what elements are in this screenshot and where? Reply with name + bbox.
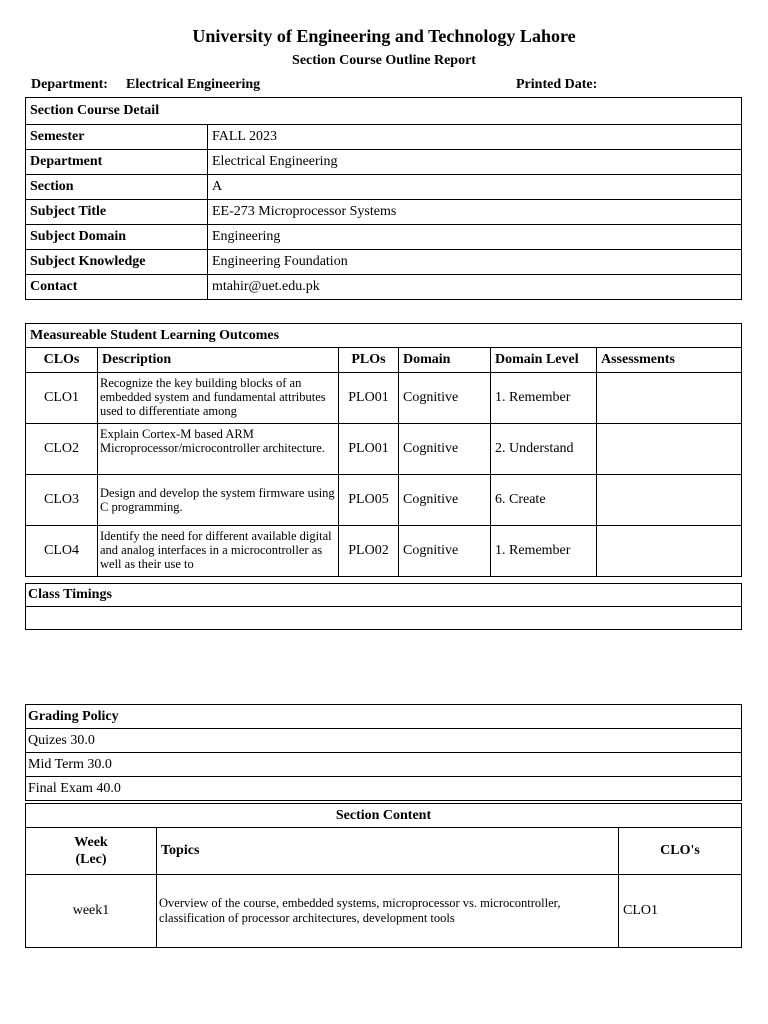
content-row-week1 <box>26 875 742 948</box>
content-clos: CLO1 <box>619 875 742 948</box>
col-week-header <box>26 828 157 875</box>
course-detail-table <box>25 97 742 300</box>
plo-id: PLO01 <box>339 373 399 424</box>
outcome-row-clo4 <box>26 526 742 577</box>
detail-row-subject-title <box>26 200 742 225</box>
content-topics: Overview of the course, embedded systems, microprocessor vs. microcontroller, classification of processor architectures, development tools <box>157 875 619 948</box>
grading-heading: Grading Policy <box>26 705 742 729</box>
department-value: Electrical Engineering <box>126 77 261 92</box>
col-header: Domain Level <box>491 348 597 373</box>
detail-row-department <box>26 150 742 175</box>
section-content-heading: Section Content <box>26 804 742 828</box>
plo-id: PLO01 <box>339 424 399 475</box>
col-topics-header: Topics <box>157 828 619 875</box>
outcome-row-clo2 <box>26 424 742 475</box>
detail-value: Electrical Engineering <box>208 150 742 175</box>
clo-domain-level: 6. Create <box>491 475 597 526</box>
outcome-row-clo1 <box>26 373 742 424</box>
clo-id: CLO1 <box>26 373 98 424</box>
plo-id: PLO02 <box>339 526 399 577</box>
content-week: week1 <box>26 875 157 948</box>
col-header: CLOs <box>26 348 98 373</box>
detail-label: Subject Knowledge <box>26 250 208 275</box>
detail-row-semester <box>26 125 742 150</box>
detail-label: Contact <box>26 275 208 300</box>
col-week-line1: Week <box>74 835 108 850</box>
detail-value: Engineering <box>208 225 742 250</box>
detail-value: EE-273 Microprocessor Systems <box>208 200 742 225</box>
grading-item-midterm: Mid Term 30.0 <box>26 753 742 777</box>
clo-domain: Cognitive <box>399 475 491 526</box>
class-timings-heading: Class Timings <box>26 584 742 607</box>
detail-label: Section <box>26 175 208 200</box>
printed-date-label: Printed Date: <box>516 77 598 92</box>
report-title: Section Course Outline Report <box>292 53 476 68</box>
col-week-line2: (Lec) <box>75 852 107 867</box>
col-clos-header: CLO's <box>619 828 742 875</box>
clo-description: Recognize the key building blocks of an embedded system and fundamental attributes used to differentiate among <box>100 376 326 418</box>
clo-id: CLO4 <box>26 526 98 577</box>
col-header: Domain <box>399 348 491 373</box>
detail-value: A <box>208 175 742 200</box>
detail-row-subject-domain <box>26 225 742 250</box>
grading-policy-table <box>25 704 742 801</box>
university-title: University of Engineering and Technology Lahore <box>192 26 576 46</box>
clo-domain: Cognitive <box>399 526 491 577</box>
detail-label: Subject Domain <box>26 225 208 250</box>
clo-domain: Cognitive <box>399 424 491 475</box>
clo-description: Explain Cortex-M based ARM Microprocessor/microcontroller architecture. <box>100 427 325 455</box>
plo-id: PLO05 <box>339 475 399 526</box>
outcome-row-clo3 <box>26 475 742 526</box>
clo-id: CLO2 <box>26 424 98 475</box>
detail-label: Semester <box>26 125 208 150</box>
clo-assessments <box>597 526 742 577</box>
detail-value: mtahir@uet.edu.pk <box>208 275 742 300</box>
col-header: Description <box>98 348 339 373</box>
class-timings-table <box>25 583 742 630</box>
clo-description: Design and develop the system firmware using C programming. <box>100 486 335 514</box>
clo-domain-level: 1. Remember <box>491 526 597 577</box>
clo-domain-level: 2. Understand <box>491 424 597 475</box>
clo-domain-level: 1. Remember <box>491 373 597 424</box>
detail-value: Engineering Foundation <box>208 250 742 275</box>
grading-item-quizes: Quizes 30.0 <box>26 729 742 753</box>
detail-row-section <box>26 175 742 200</box>
section-content-table <box>25 803 742 948</box>
detail-row-contact <box>26 275 742 300</box>
outcomes-header-row <box>26 348 742 373</box>
clo-assessments <box>597 475 742 526</box>
course-detail-heading: Section Course Detail <box>26 98 742 125</box>
department-label: Department: <box>31 77 108 92</box>
class-timings-empty-row <box>26 607 742 630</box>
clo-id: CLO3 <box>26 475 98 526</box>
detail-label: Department <box>26 150 208 175</box>
grading-item-final: Final Exam 40.0 <box>26 777 742 801</box>
detail-value: FALL 2023 <box>208 125 742 150</box>
col-header: PLOs <box>339 348 399 373</box>
outcomes-heading: Measureable Student Learning Outcomes <box>26 324 742 348</box>
col-header: Assessments <box>597 348 742 373</box>
detail-row-subject-knowledge <box>26 250 742 275</box>
clo-description: Identify the need for different available digital and analog interfaces in a microcontroller as well as their use to <box>100 529 332 571</box>
clo-assessments <box>597 373 742 424</box>
learning-outcomes-table <box>25 323 742 577</box>
clo-domain: Cognitive <box>399 373 491 424</box>
section-content-header-row <box>26 828 742 875</box>
clo-assessments <box>597 424 742 475</box>
detail-label: Subject Title <box>26 200 208 225</box>
